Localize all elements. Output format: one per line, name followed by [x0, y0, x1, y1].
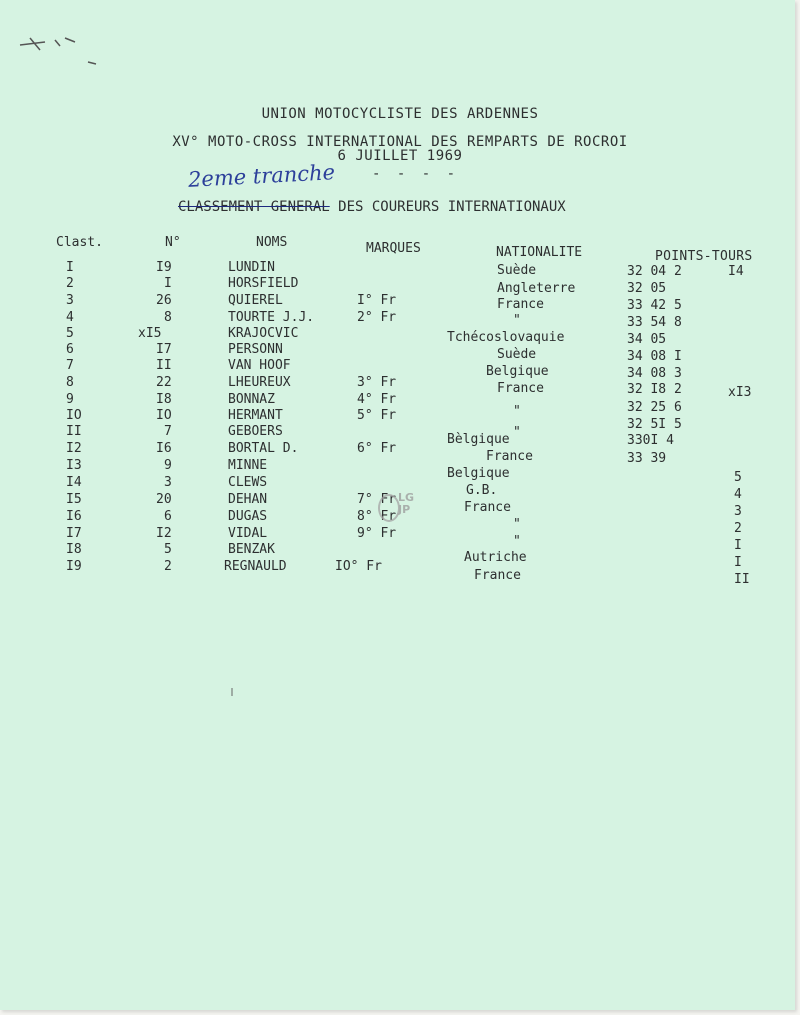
ranking-title-struck: CLASSEMENT GENERAL	[178, 199, 330, 215]
row-marque: 3° Fr	[357, 375, 397, 390]
row-clast: 4	[66, 310, 74, 325]
row-clast: I9	[66, 559, 82, 574]
row-nationalite: France	[486, 449, 533, 464]
row-no: 5	[164, 542, 172, 557]
row-nom: VIDAL	[228, 526, 268, 541]
row-nationalite: Bèlgique	[447, 432, 510, 447]
row-nom: QUIEREL	[228, 293, 283, 308]
row-points: 32 I8 2	[627, 382, 682, 397]
row-marque: 2° Fr	[357, 310, 397, 325]
row-no: IO	[156, 408, 172, 423]
row-clast: I	[66, 260, 74, 275]
row-nationalite: "	[513, 534, 521, 549]
row-no: 2	[164, 559, 172, 574]
row-clast: IO	[66, 408, 82, 423]
col-noms: NOMS	[256, 235, 288, 250]
row-nationalite: Tchécoslovaquie	[447, 330, 565, 345]
handwritten-note: 2eme tranche	[187, 160, 336, 192]
row-nom: HORSFIELD	[228, 276, 299, 291]
row-marque: 5° Fr	[357, 408, 397, 423]
col-marques: MARQUES	[366, 241, 421, 256]
row-tours: I	[734, 555, 742, 570]
row-tours: I	[734, 538, 742, 553]
row-clast: I2	[66, 441, 82, 456]
row-points: 32 05	[627, 281, 667, 296]
row-clast: I7	[66, 526, 82, 541]
row-nationalite: "	[513, 313, 521, 328]
row-nationalite: Belgique	[447, 466, 510, 481]
row-no: 22	[156, 375, 172, 390]
row-no: I6	[156, 441, 172, 456]
row-points: 32 5I 5	[627, 417, 682, 432]
row-nationalite: France	[464, 500, 511, 515]
row-nationalite: France	[474, 568, 521, 583]
row-no: I	[164, 276, 172, 291]
row-nationalite: "	[513, 404, 521, 419]
separator-dashes: - - - -	[372, 166, 460, 182]
row-nom: GEBOERS	[228, 424, 283, 439]
col-clast: Clast.	[56, 235, 103, 250]
row-clast: I8	[66, 542, 82, 557]
row-nom: PERSONN	[228, 342, 283, 357]
row-nationalite: Belgique	[486, 364, 549, 379]
row-points: 34 08 3	[627, 366, 682, 381]
row-nationalite: Suède	[497, 263, 537, 278]
row-marque: 8° Fr	[357, 509, 397, 524]
row-nom: REGNAULD	[224, 559, 287, 574]
row-nationalite: "	[513, 425, 521, 440]
row-nom: BENZAK	[228, 542, 275, 557]
row-tours: 4	[734, 487, 742, 502]
row-no: 26	[156, 293, 172, 308]
row-clast: I4	[66, 475, 82, 490]
org-name: UNION MOTOCYCLISTE DES ARDENNES	[261, 106, 539, 122]
row-points: 34 08 I	[627, 349, 682, 364]
row-points: 330I 4	[627, 433, 674, 448]
row-no: I2	[156, 526, 172, 541]
row-nom: MINNE	[228, 458, 268, 473]
row-clast: 5	[66, 326, 74, 341]
row-nom: KRAJOCVIC	[228, 326, 299, 341]
row-no: II	[156, 358, 172, 373]
row-marque: 7° Fr	[357, 492, 397, 507]
row-clast: 8	[66, 375, 74, 390]
row-tours: 2	[734, 521, 742, 536]
row-no: I7	[156, 342, 172, 357]
row-clast: 6	[66, 342, 74, 357]
watermark-stamp: LG JP	[378, 490, 424, 524]
row-clast: 9	[66, 392, 74, 407]
row-no: 9	[164, 458, 172, 473]
row-nom: DEHAN	[228, 492, 268, 507]
row-clast: I6	[66, 509, 82, 524]
row-nom: DUGAS	[228, 509, 268, 524]
row-nom: HERMANT	[228, 408, 283, 423]
row-no: I9	[156, 260, 172, 275]
row-tours: xI3	[728, 385, 752, 400]
event-title: XV° MOTO-CROSS INTERNATIONAL DES REMPARTS DE ROCROI	[172, 134, 628, 150]
row-tours: 5	[734, 470, 742, 485]
row-nationalite: Autriche	[464, 550, 527, 565]
row-points: 33 42 5	[627, 298, 682, 313]
row-clast: 3	[66, 293, 74, 308]
row-no: 7	[164, 424, 172, 439]
row-nom: BORTAL D.	[228, 441, 299, 456]
row-tours: I4	[728, 264, 744, 279]
row-marque: 4° Fr	[357, 392, 397, 407]
row-tours: II	[734, 572, 750, 587]
row-marque: IO° Fr	[335, 559, 382, 574]
row-nom: TOURTE J.J.	[228, 310, 315, 325]
row-points: 34 05	[627, 332, 667, 347]
row-points: 33 54 8	[627, 315, 682, 330]
row-nationalite: France	[497, 381, 544, 396]
row-points: 32 04 2	[627, 264, 682, 279]
row-points: 33 39	[627, 451, 667, 466]
row-points: 32 25 6	[627, 400, 682, 415]
row-tours: 3	[734, 504, 742, 519]
row-clast: 7	[66, 358, 74, 373]
row-nom: CLEWS	[228, 475, 268, 490]
col-points-tours: POINTS-TOURS	[655, 249, 753, 264]
row-no: 6	[164, 509, 172, 524]
col-nationalite: NATIONALITE	[496, 245, 583, 260]
row-nationalite: "	[513, 517, 521, 532]
row-no: 8	[164, 310, 172, 325]
row-nom: VAN HOOF	[228, 358, 291, 373]
row-nationalite: G.B.	[466, 483, 498, 498]
row-marque: 9° Fr	[357, 526, 397, 541]
row-nationalite: France	[497, 297, 544, 312]
event-date: 6 JUILLET 1969	[337, 148, 463, 164]
row-marque: 6° Fr	[357, 441, 397, 456]
row-nom: LHEUREUX	[228, 375, 291, 390]
row-no: 20	[156, 492, 172, 507]
row-nom: BONNAZ	[228, 392, 275, 407]
ranking-title-rest: DES COUREURS INTERNATIONAUX	[329, 199, 566, 215]
row-nom: LUNDIN	[228, 260, 275, 275]
ranking-title	[178, 199, 566, 215]
row-nationalite: Angleterre	[497, 281, 576, 296]
row-clast: 2	[66, 276, 74, 291]
col-no: N°	[165, 235, 181, 250]
row-clast: I5	[66, 492, 82, 507]
row-marque: I° Fr	[357, 293, 397, 308]
row-no: 3	[164, 475, 172, 490]
row-clast: I3	[66, 458, 82, 473]
row-no: xI5	[138, 326, 162, 341]
row-clast: II	[66, 424, 82, 439]
row-no: I8	[156, 392, 172, 407]
row-nationalite: Suède	[497, 347, 537, 362]
